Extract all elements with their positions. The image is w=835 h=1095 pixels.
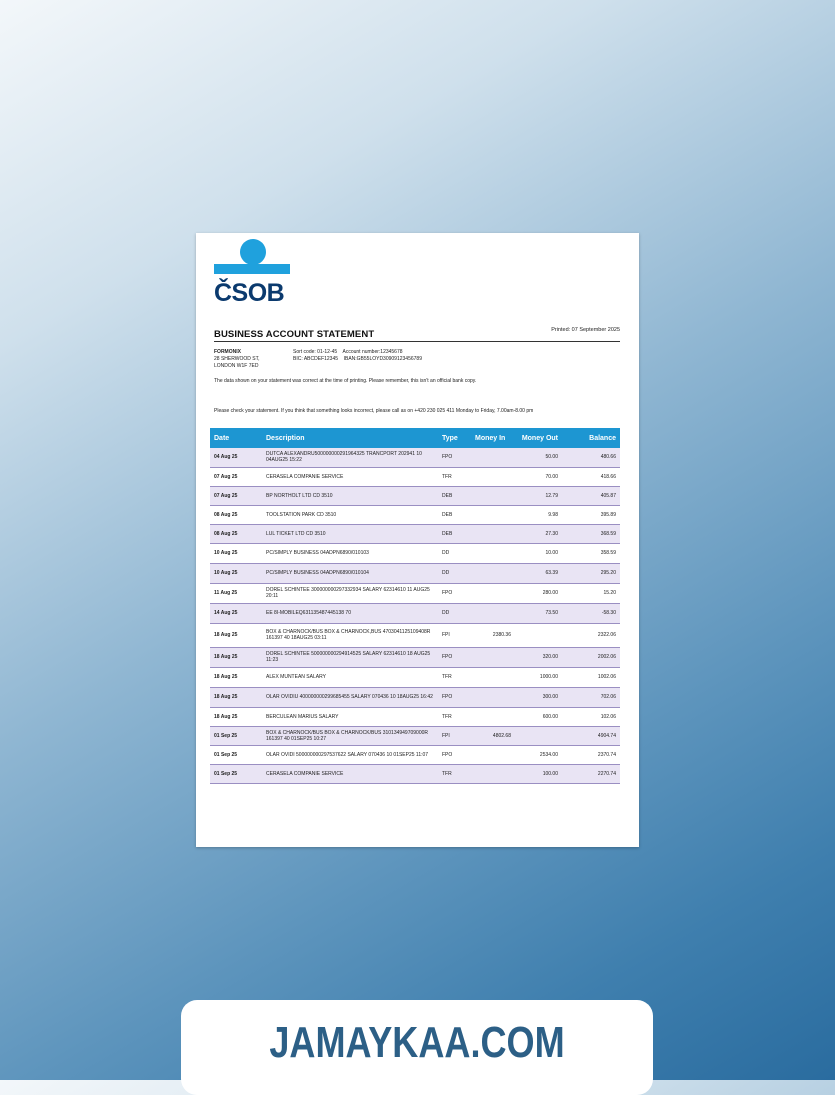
- cell-money-out: 50.00: [515, 448, 562, 467]
- account-line-1: [293, 349, 422, 356]
- cell-description: DOREL SCHINTEE 300000000297332934 SALARY 62314610 11 AUG25 20:11: [262, 583, 438, 603]
- cell-type: FPI: [438, 623, 471, 647]
- table-row: [210, 745, 620, 764]
- sort-code: Sort code: 01-12-45: [293, 349, 338, 355]
- col-header-description: Description: [262, 428, 438, 448]
- col-header-type: Type: [438, 428, 471, 448]
- cell-money-out: 73.50: [515, 603, 562, 623]
- col-header-money-in: Money In: [471, 428, 515, 448]
- table-row: [210, 524, 620, 543]
- cell-type: FPO: [438, 745, 471, 764]
- cell-money-out: [515, 623, 562, 647]
- cell-date: 10 Aug 25: [210, 543, 262, 563]
- account-line-2: [293, 356, 422, 363]
- table-row: [210, 448, 620, 467]
- cell-money-in: 4802.68: [471, 726, 515, 745]
- statement-title: BUSINESS ACCOUNT STATEMENT: [214, 329, 375, 340]
- cell-type: DD: [438, 563, 471, 583]
- cell-balance: -58.30: [562, 603, 620, 623]
- transactions-table: [210, 428, 620, 784]
- cell-date: 01 Sep 25: [210, 745, 262, 764]
- cell-date: 04 Aug 25: [210, 448, 262, 467]
- cell-balance: 2322.06: [562, 623, 620, 647]
- cell-description: LUL TICKET LTD CD 3510: [262, 524, 438, 543]
- cell-date: 18 Aug 25: [210, 707, 262, 726]
- cell-money-in: [471, 467, 515, 486]
- cell-date: 01 Sep 25: [210, 764, 262, 783]
- table-header-row: [210, 428, 620, 448]
- cell-description: OLAR OVIDI 500000000297537622 SALARY 070436 10 01SEP25 11:07: [262, 745, 438, 764]
- cell-balance: 358.59: [562, 543, 620, 563]
- table-row: [210, 583, 620, 603]
- cell-money-in: [471, 563, 515, 583]
- table-row: [210, 543, 620, 563]
- logo-circle: [240, 239, 266, 265]
- cell-date: 08 Aug 25: [210, 505, 262, 524]
- cell-money-out: 2534.00: [515, 745, 562, 764]
- cell-money-out: 12.79: [515, 486, 562, 505]
- cell-balance: 2002.06: [562, 647, 620, 667]
- cell-money-out: 70.00: [515, 467, 562, 486]
- cell-date: 18 Aug 25: [210, 667, 262, 687]
- cell-money-out: 100.00: [515, 764, 562, 783]
- cell-description: OLAR OVIDIU 400000000299685455 SALARY 070436 10 18AUG25 16:42: [262, 687, 438, 707]
- cell-money-out: 9.98: [515, 505, 562, 524]
- col-header-balance: Balance: [562, 428, 620, 448]
- col-header-money-out: Money Out: [515, 428, 562, 448]
- table-row: [210, 764, 620, 783]
- table-row: [210, 603, 620, 623]
- cell-date: 18 Aug 25: [210, 623, 262, 647]
- cell-money-out: 320.00: [515, 647, 562, 667]
- cell-money-in: [471, 524, 515, 543]
- cell-date: 11 Aug 25: [210, 583, 262, 603]
- bic: BIC: ABCDEF12345: [293, 356, 339, 362]
- cell-type: FPI: [438, 726, 471, 745]
- cell-date: 08 Aug 25: [210, 524, 262, 543]
- cell-money-in: [471, 647, 515, 667]
- cell-description: ALEX MUNTEAN SALARY: [262, 667, 438, 687]
- cell-type: DEB: [438, 486, 471, 505]
- cell-description: BP NORTHOLT LTD CD 3510: [262, 486, 438, 505]
- cell-description: DUTCA ALEXANDRU500000000291964325 TRANCPORT 202941 10 04AUG25 15:22: [262, 448, 438, 467]
- cell-description: CERASELA COMPANIE SERVICE: [262, 764, 438, 783]
- watermark-banner: [181, 1000, 653, 1095]
- cell-money-out: 10.00: [515, 543, 562, 563]
- address-line-2: LONDON W1F 7ED: [214, 363, 259, 369]
- cell-balance: 2370.74: [562, 745, 620, 764]
- cell-money-in: [471, 543, 515, 563]
- cell-type: TFR: [438, 667, 471, 687]
- cell-balance: 2270.74: [562, 764, 620, 783]
- cell-date: 18 Aug 25: [210, 687, 262, 707]
- printed-date: Printed: 07 September 2025: [551, 327, 620, 333]
- cell-description: DOREL SCHINTEE 500000000294914525 SALARY 62314610 18 AUG25 11:23: [262, 647, 438, 667]
- cell-money-in: [471, 745, 515, 764]
- cell-description: BOX & CHARNOCK/BUS BOX & CHARNOCK/BUS 310134949709000R 161397 40 01SEP25 10:27: [262, 726, 438, 745]
- table-row: [210, 563, 620, 583]
- cell-description: PC/SIMPLY BUSINESS 04ADPN6890/010104: [262, 563, 438, 583]
- cell-money-out: 1000.00: [515, 667, 562, 687]
- cell-balance: 1002.06: [562, 667, 620, 687]
- table-row: [210, 667, 620, 687]
- cell-date: 07 Aug 25: [210, 486, 262, 505]
- cell-balance: 405.87: [562, 486, 620, 505]
- watermark-text: JAMAYKAA.COM: [269, 1018, 565, 1067]
- account-number: Account number:12345678: [342, 349, 403, 355]
- cell-description: BERCULEAN MARIUS SALARY: [262, 707, 438, 726]
- statement-document: [196, 233, 639, 847]
- logo-text: ČSOB: [214, 279, 285, 307]
- cell-money-out: 27.30: [515, 524, 562, 543]
- customer-address: [214, 349, 259, 370]
- bank-logo: [214, 239, 292, 307]
- table-row: [210, 623, 620, 647]
- address-line-1: 28 SHERWOOD ST,: [214, 356, 260, 362]
- cell-money-in: [471, 707, 515, 726]
- cell-type: DEB: [438, 505, 471, 524]
- cell-type: TFR: [438, 467, 471, 486]
- logo-bar: [214, 264, 290, 274]
- cell-balance: 102.06: [562, 707, 620, 726]
- cell-type: DD: [438, 603, 471, 623]
- cell-description: CERASELA COMPANIE SERVICE: [262, 467, 438, 486]
- cell-date: 10 Aug 25: [210, 563, 262, 583]
- header-rule: [214, 341, 620, 342]
- cell-date: 14 Aug 25: [210, 603, 262, 623]
- cell-money-in: [471, 486, 515, 505]
- printing-note: The data shown on your statement was correct at the time of printing. Please remember, this isn't an official bank copy.: [214, 378, 477, 384]
- table-row: [210, 707, 620, 726]
- cell-balance: 418.66: [562, 467, 620, 486]
- cell-date: 01 Sep 25: [210, 726, 262, 745]
- cell-description: TOOLSTATION PARK CD 3510: [262, 505, 438, 524]
- customer-name: FORMONIX: [214, 349, 241, 355]
- cell-money-in: [471, 603, 515, 623]
- table-row: [210, 726, 620, 745]
- cell-money-in: [471, 667, 515, 687]
- cell-type: FPO: [438, 647, 471, 667]
- cell-description: PC/SIMPLY BUSINESS 04ADPN6890/010103: [262, 543, 438, 563]
- cell-type: DEB: [438, 524, 471, 543]
- table-row: [210, 486, 620, 505]
- cell-description: BOX & CHARNOCK/BUS BOX & CHARNOCK,BUS 4703041125109408R 161397 40 18AUG25 03:11: [262, 623, 438, 647]
- cell-balance: 295.20: [562, 563, 620, 583]
- cell-money-in: [471, 687, 515, 707]
- cell-money-in: [471, 448, 515, 467]
- cell-type: TFR: [438, 764, 471, 783]
- transactions-body: [210, 448, 620, 783]
- cell-money-out: 300.00: [515, 687, 562, 707]
- cell-balance: 368.59: [562, 524, 620, 543]
- table-row: [210, 505, 620, 524]
- table-row: [210, 647, 620, 667]
- cell-type: TFR: [438, 707, 471, 726]
- cell-date: 07 Aug 25: [210, 467, 262, 486]
- cell-money-out: 280.00: [515, 583, 562, 603]
- col-header-date: Date: [210, 428, 262, 448]
- cell-type: FPO: [438, 583, 471, 603]
- cell-money-in: 2380.36: [471, 623, 515, 647]
- account-details: [293, 349, 422, 363]
- cell-balance: 395.89: [562, 505, 620, 524]
- cell-money-in: [471, 764, 515, 783]
- cell-money-in: [471, 583, 515, 603]
- cell-type: FPO: [438, 687, 471, 707]
- cell-money-out: 600.00: [515, 707, 562, 726]
- cell-balance: 480.66: [562, 448, 620, 467]
- table-row: [210, 687, 620, 707]
- cell-date: 18 Aug 25: [210, 647, 262, 667]
- contact-note: Please check your statement. If you think that something looks incorrect, please call as on +420 230 025 411 Monday to Friday, 7.00am-8.00 pm: [214, 408, 534, 414]
- cell-money-out: 63.39: [515, 563, 562, 583]
- cell-balance: 4904.74: [562, 726, 620, 745]
- cell-balance: 702.06: [562, 687, 620, 707]
- cell-balance: 15.20: [562, 583, 620, 603]
- cell-type: FPO: [438, 448, 471, 467]
- iban: IBAN:GB55LOYD30909123456789: [343, 356, 422, 362]
- cell-description: EE 8I-MOBILEQ631135487445138 70: [262, 603, 438, 623]
- cell-money-in: [471, 505, 515, 524]
- cell-type: DD: [438, 543, 471, 563]
- cell-money-out: [515, 726, 562, 745]
- table-row: [210, 467, 620, 486]
